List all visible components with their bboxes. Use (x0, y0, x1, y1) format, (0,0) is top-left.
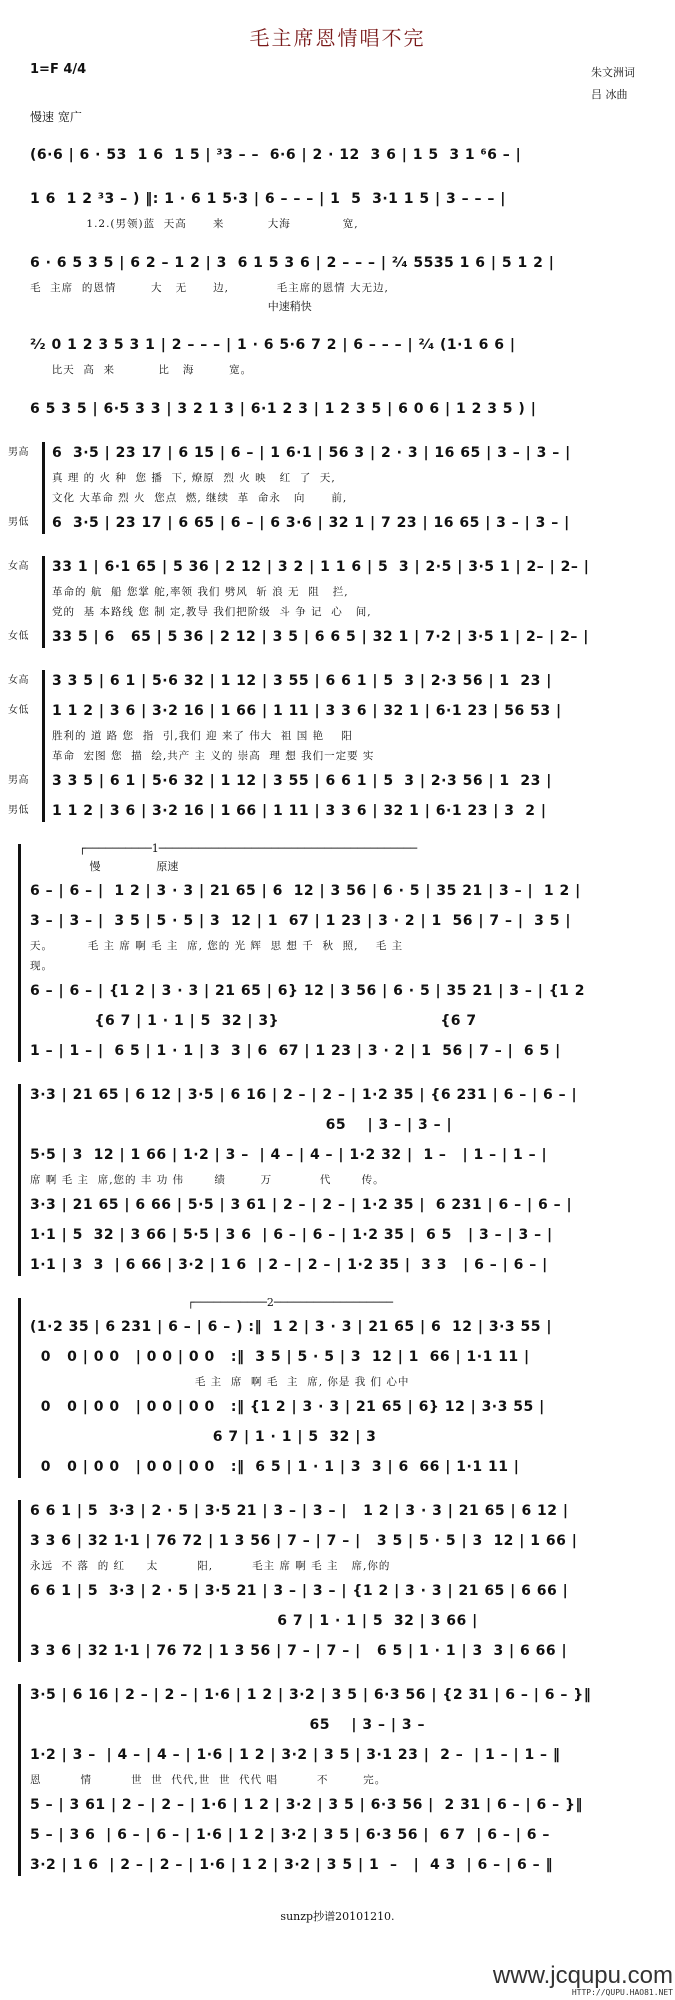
notation-line (30, 1606, 675, 1636)
line-text: 3·3 | 21 65 | 6 12 | 3·5 | 6 16 | 2 – | 2 – | 1·2 35 | {6 231 | 6 – | 6 – | (30, 1087, 578, 1103)
line-text: 6 – | 6 – | {1 2 | 3 · 3 | 21 65 | 6} 12 | 3 56 | 6 · 5 | 35 21 | 3 – | {1 2 (30, 983, 586, 999)
score-system (0, 394, 675, 424)
notation-line (30, 184, 675, 214)
notation-line (30, 876, 675, 906)
line-text: 慢 原速 (30, 860, 179, 873)
line-text: 65 | 3 – | 3 – (30, 1717, 426, 1733)
line-text: 现。 (30, 960, 53, 972)
line-text: 永远 不 落 的 红 太 阳, 毛主 席 啊 毛 主 席,你的 (30, 1560, 391, 1572)
composer: 吕 冰曲 (591, 88, 628, 101)
lyric-line (30, 936, 675, 956)
line-text: 3·5 | 6 16 | 2 – | 2 – | 1·6 | 1 2 | 3·2 | 3 5 | 6·3 56 | {2 31 | 6 – | 6 – }‖ (30, 1687, 592, 1703)
line-text: 3·3 | 21 65 | 6 66 | 5·5 | 3 61 | 2 – | 2 – | 1·2 35 | 6 231 | 6 – | 6 – | (30, 1197, 573, 1213)
watermark-url: HTTP://QUPU.HAO81.NET (571, 1988, 673, 1997)
line-text: ┌───────────2────────────────── (30, 1296, 394, 1309)
line-text: 3 3 5 | 6 1 | 5·6 32 | 1 12 | 3 55 | 6 6 1 | 5 3 | 2·3 56 | 1 23 | (52, 773, 552, 789)
score-system (0, 140, 675, 170)
notation-line (30, 1790, 675, 1820)
line-text: 1 6 1 2 ³3 – ) ‖: 1 · 6 1 5·3 | 6 – – – | 1 5 3·1 1 5 | 3 – – – | (30, 191, 506, 207)
score-system (0, 552, 675, 652)
line-text: 6 · 6 5 3 5 | 6 2 – 1 2 | 3 6 1 5 3 6 | 2 – – – | ²⁄₄ 5535 1 6 | 5 1 2 | (30, 255, 555, 271)
lyric-line (30, 1372, 675, 1392)
line-text: 6 – | 6 – | 1 2 | 3 · 3 | 21 65 | 6 12 | 3 56 | 6 · 5 | 35 21 | 3 – | 1 2 | (30, 883, 581, 899)
part-label: 男低 (8, 805, 29, 816)
notation-line (30, 1820, 675, 1850)
score-system (0, 1294, 675, 1482)
line-text: ²⁄₂ 0 1 2 3 5 3 1 | 2 – – – | 1 · 6 5·6 7 2 | 6 – – – | ²⁄₄ (1·1 6 6 | (30, 337, 516, 353)
line-text: 比天 高 来 比 海 宽。 (30, 364, 253, 376)
marking-line (30, 840, 675, 858)
notation-line (30, 1740, 675, 1770)
part-label: 女高 (8, 675, 29, 686)
lyric-line (52, 726, 675, 746)
lyric-line (52, 582, 675, 602)
notation-line (30, 1576, 675, 1606)
line-text: 33 1 | 6·1 65 | 5 36 | 2 12 | 3 2 | 1 1 6 | 5 3 | 2·5 | 3·5 1 | 2– | 2– | (52, 559, 590, 575)
line-text: 0 0 | 0 0 | 0 0 | 0 0 :‖ {1 2 | 3 · 3 | 21 65 | 6} 12 | 3·3 55 | (30, 1399, 545, 1415)
lyric-line (52, 602, 675, 622)
notation-line (30, 1710, 675, 1740)
notation-line (30, 1190, 675, 1220)
line-text: 1 1 2 | 3 6 | 3·2 16 | 1 66 | 1 11 | 3 3 6 | 32 1 | 6·1 23 | 56 53 | (52, 703, 562, 719)
notation-line (30, 330, 675, 360)
notation-line (8, 796, 675, 826)
notation-line (30, 1636, 675, 1666)
line-text: 1·2 | 3 – | 4 – | 4 – | 1·6 | 1 2 | 3·2 | 3 5 | 3·1 23 | 2 – | 1 – | 1 – ‖ (30, 1747, 561, 1763)
line-text: ┌──────────1─────────────────────────────────────── (30, 842, 418, 855)
line-text: 1·1 | 5 32 | 3 66 | 5·5 | 3 6 | 6 – | 6 – | 1·2 35 | 6 5 | 3 – | 3 – | (30, 1227, 553, 1243)
line-text: 6 3·5 | 23 17 | 6 65 | 6 – | 6 3·6 | 32 1 | 7 23 | 16 65 | 3 – | 3 – | (52, 515, 570, 531)
line-text: 毛 主席 的恩情 大 无 边, 毛主席的恩情 大无边, (30, 282, 389, 294)
score-system (0, 666, 675, 826)
notation-line (30, 1526, 675, 1556)
notation-line (8, 552, 675, 582)
line-text: 党的 基 本路线 您 制 定,教导 我们把阶级 斗 争 记 心 间, (52, 606, 372, 618)
line-text: 1 – | 1 – | 6 5 | 1 · 1 | 3 3 | 6 67 | 1 23 | 3 · 2 | 1 56 | 7 – | 6 5 | (30, 1043, 561, 1059)
line-text: 6 6 1 | 5 3·3 | 2 · 5 | 3·5 21 | 3 – | 3 – | {1 2 | 3 · 3 | 21 65 | 6 66 | (30, 1583, 569, 1599)
notation-line (8, 766, 675, 796)
line-text: 革命 宏图 您 描 绘,共产 主 义的 崇高 理 想 我们一定要 实 (52, 750, 375, 762)
credits (591, 62, 635, 106)
notation-line (30, 1850, 675, 1880)
notation-line (30, 1036, 675, 1066)
score-system (0, 840, 675, 1066)
line-text: 1 1 2 | 3 6 | 3·2 16 | 1 66 | 1 11 | 3 3 6 | 32 1 | 6·1 23 | 3 2 | (52, 803, 547, 819)
marking-line (30, 298, 675, 316)
lyric-line (52, 488, 675, 508)
lyricist: 朱文洲词 (591, 66, 635, 79)
score-system (0, 438, 675, 538)
line-text: 文化 大革命 烈 火 您点 燃, 继续 革 命永 向 前, (52, 492, 348, 504)
line-text: 33 5 | 6 65 | 5 36 | 2 12 | 3 5 | 6 6 5 | 32 1 | 7·2 | 3·5 1 | 2– | 2– | (52, 629, 589, 645)
marking-line (30, 858, 675, 876)
line-text: 1.2.(男领)蓝 天高 来 大海 宽, (30, 218, 359, 230)
line-text: 5 – | 3 61 | 2 – | 2 – | 1·6 | 1 2 | 3·2 | 3 5 | 6·3 56 | 2 31 | 6 – | 6 – }‖ (30, 1797, 583, 1813)
notation-line (30, 248, 675, 278)
line-text: 恩 情 世 世 代代,世 世 代代 唱 不 完。 (30, 1774, 387, 1786)
line-text: 6 7 | 1 · 1 | 5 32 | 3 66 | (30, 1613, 478, 1629)
lyric-line (30, 956, 675, 976)
part-label: 男高 (8, 775, 29, 786)
line-text: 3 3 5 | 6 1 | 5·6 32 | 1 12 | 3 55 | 6 6 1 | 5 3 | 2·3 56 | 1 23 | (52, 673, 552, 689)
notation-line (30, 1080, 675, 1110)
notation-line (30, 1110, 675, 1140)
line-text: 0 0 | 0 0 | 0 0 | 0 0 :‖ 3 5 | 5 · 5 | 3 12 | 1 66 | 1·1 11 | (30, 1349, 530, 1365)
song-title: 毛主席恩情唱不完 (249, 26, 426, 50)
line-text: 5·5 | 3 12 | 1 66 | 1·2 | 3 – | 4 – | 4 – | 1·2 32 | 1 – | 1 – | 1 – | (30, 1147, 548, 1163)
notation-line (8, 438, 675, 468)
notation-line (30, 1312, 675, 1342)
line-text: 3·2 | 1 6 | 2 – | 2 – | 1·6 | 1 2 | 3·2 | 3 5 | 1 – | 4 3 | 6 – | 6 – ‖ (30, 1857, 553, 1873)
score-system (0, 330, 675, 380)
transcriber-note: sunzp抄谱20101210. (280, 1910, 395, 1923)
lyric-line (52, 746, 675, 766)
line-text: 胜利的 道 路 您 指 引,我们 迎 来了 伟大 祖 国 艳 阳 (52, 730, 353, 742)
part-label: 男低 (8, 517, 29, 528)
lyric-line (52, 468, 675, 488)
score-system (0, 1080, 675, 1280)
lyric-line (30, 1170, 675, 1190)
notation-line (30, 1422, 675, 1452)
line-text: 3 3 6 | 32 1·1 | 76 72 | 1 3 56 | 7 – | 7 – | 3 5 | 5 · 5 | 3 12 | 1 66 | (30, 1533, 578, 1549)
score-system (0, 1680, 675, 1880)
notation-line (30, 140, 675, 170)
line-text: 3 – | 3 – | 3 5 | 5 · 5 | 3 12 | 1 67 | 1 23 | 3 · 2 | 1 56 | 7 – | 3 5 | (30, 913, 572, 929)
lyric-line (30, 1770, 675, 1790)
part-label: 男高 (8, 447, 29, 458)
notation-line (30, 1680, 675, 1710)
notation-line (30, 394, 675, 424)
line-text: 1·1 | 3 3 | 6 66 | 3·2 | 1 6 | 2 – | 2 – | 1·2 35 | 3 3 | 6 – | 6 – | (30, 1257, 548, 1273)
part-label: 女低 (8, 631, 29, 642)
line-text: (1·2 35 | 6 231 | 6 – | 6 – ) :‖ 1 2 | 3 · 3 | 21 65 | 6 12 | 3·3 55 | (30, 1319, 553, 1335)
line-text: 6 5 3 5 | 6·5 3 3 | 3 2 1 3 | 6·1 2 3 | 1 2 3 5 | 6 0 6 | 1 2 3 5 ) | (30, 401, 537, 417)
notation-line (30, 1140, 675, 1170)
notation-line (30, 906, 675, 936)
line-text: 6 7 | 1 · 1 | 5 32 | 3 (30, 1429, 377, 1445)
score-system (0, 1496, 675, 1666)
notation-line (30, 1342, 675, 1372)
lyric-line (30, 360, 675, 380)
line-text: 3 3 6 | 32 1·1 | 76 72 | 1 3 56 | 7 – | 7 – | 6 5 | 1 · 1 | 3 3 | 6 66 | (30, 1643, 568, 1659)
watermark: www.jcqupu.com (492, 1962, 673, 1989)
notation-line (30, 1452, 675, 1482)
notation-line (8, 696, 675, 726)
notation-line (30, 1392, 675, 1422)
notation-line (30, 1250, 675, 1280)
notation-line (8, 666, 675, 696)
line-text: 革命的 航 船 您掌 舵,率领 我们 劈风 斩 浪 无 阻 拦, (52, 586, 349, 598)
lyric-line (30, 1556, 675, 1576)
lyric-line (30, 214, 675, 234)
line-text: 6 6 1 | 5 3·3 | 2 · 5 | 3·5 21 | 3 – | 3 – | 1 2 | 3 · 3 | 21 65 | 6 12 | (30, 1503, 569, 1519)
score (0, 126, 675, 1880)
notation-line (30, 1006, 675, 1036)
notation-line (30, 1496, 675, 1526)
line-text: {6 7 | 1 · 1 | 5 32 | 3} {6 7 (30, 1013, 477, 1029)
notation-line (30, 1220, 675, 1250)
tempo-marking: 慢速 宽广 (30, 110, 82, 124)
line-text: 65 | 3 – | 3 – | (30, 1117, 453, 1133)
line-text: 6 3·5 | 23 17 | 6 15 | 6 – | 1 6·1 | 56 3 | 2 · 3 | 16 65 | 3 – | 3 – | (52, 445, 571, 461)
marking-line (30, 1294, 675, 1312)
notation-line (8, 508, 675, 538)
part-label: 女高 (8, 561, 29, 572)
notation-line (30, 976, 675, 1006)
line-text: 5 – | 3 6 | 6 – | 6 – | 1·6 | 1 2 | 3·2 | 3 5 | 6·3 56 | 6 7 | 6 – | 6 – (30, 1827, 550, 1843)
line-text: 真 理 的 火 种 您 播 下, 燎原 烈 火 映 红 了 天, (52, 472, 336, 484)
part-label: 女低 (8, 705, 29, 716)
score-system (0, 248, 675, 316)
key-signature: 1=F 4/4 (30, 62, 87, 77)
score-system (0, 184, 675, 234)
line-text: (6·6 | 6 · 53 1 6 1 5 | ³3 – – 6·6 | 2 · 12 3 6 | 1 5 3 1 ⁶6 – | (30, 147, 522, 163)
line-text: 天。 毛 主 席 啊 毛 主 席, 您的 光 辉 思 想 千 秋 照, 毛 主 (30, 940, 404, 952)
notation-line (8, 622, 675, 652)
line-text: 0 0 | 0 0 | 0 0 | 0 0 :‖ 6 5 | 1 · 1 | 3 3 | 6 66 | 1·1 11 | (30, 1459, 520, 1475)
line-text: 中速稍快 (30, 300, 312, 313)
line-text: 席 啊 毛 主 席,您的 丰 功 伟 绩 万 代 传。 (30, 1174, 385, 1186)
line-text: 毛 主 席 啊 毛 主 席, 你是 我 们 心中 (30, 1376, 410, 1388)
lyric-line (30, 278, 675, 298)
